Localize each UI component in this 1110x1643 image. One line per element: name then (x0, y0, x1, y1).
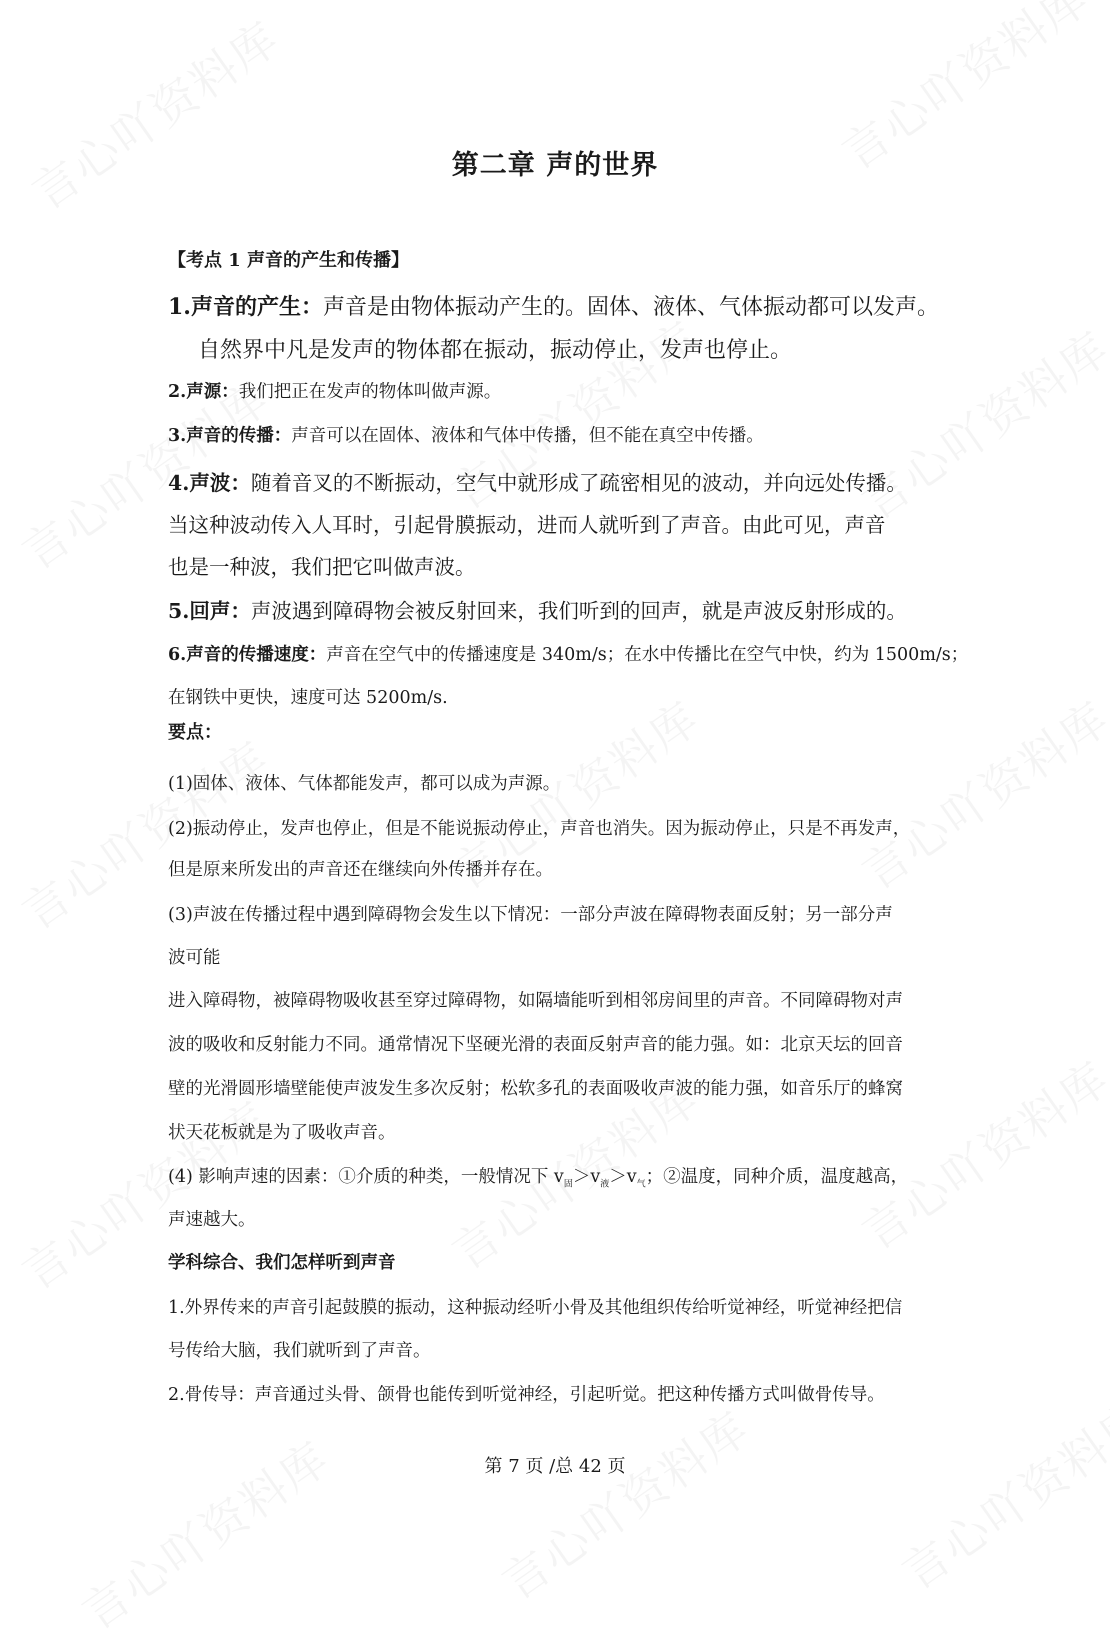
paragraph (168, 641, 968, 666)
subscript: 气 (636, 1179, 646, 1190)
paragraph (168, 378, 501, 403)
watermark (847, 683, 1110, 902)
subheading: 要点： (168, 722, 222, 743)
paragraph (168, 594, 907, 624)
paragraph: 但是原来所发出的声音还在继续向外传播并存在。 (168, 860, 553, 880)
paragraph (168, 422, 764, 447)
paragraph (168, 290, 939, 321)
paragraph-text: 声音在空气中的传播速度是 340m/s；在水中传播比在空气中快，约为 1500m/s； (326, 645, 969, 665)
paragraph: 1.外界传来的声音引起鼓膜的振动，这种振动经听小骨及其他组织传给听觉神经，听觉神经把信 (168, 1298, 903, 1318)
paragraph-label: 4.声波： (168, 471, 251, 495)
paragraph: (2)振动停止，发声也停止，但是不能说振动停止，声音也消失。因为振动停止，只是不再发声， (168, 819, 911, 839)
watermark (887, 1383, 1110, 1602)
paragraph: 状天花板就是为了吸收声音。 (168, 1123, 396, 1143)
paragraph-text: 我们把正在发声的物体叫做声源。 (238, 382, 502, 402)
page-title: 第二章 声的世界 (451, 150, 659, 181)
paragraph-text: (4) 影响声速的因素：①介质的种类，一般情况下 v (168, 1167, 564, 1187)
paragraph (168, 1163, 908, 1190)
paragraph-text: 随着音叉的不断振动，空气中就形成了疏密相见的波动，并向远处传播。 (250, 471, 907, 495)
subheading: 学科综合、我们怎样听到声音 (168, 1253, 396, 1273)
watermark (17, 3, 291, 222)
paragraph-text: ；②温度，同种介质，温度越高， (645, 1167, 909, 1187)
paragraph: 声速越大。 (168, 1210, 256, 1230)
paragraph: 号传给大脑，我们就听到了声音。 (168, 1341, 431, 1361)
paragraph: 波的吸收和反射能力不同。通常情况下坚硬光滑的表面反射声音的能力强。如：北京天坛的回音 (168, 1035, 903, 1055)
paragraph-text: ＞v (609, 1167, 637, 1187)
paragraph-label: 2.声源： (168, 382, 239, 402)
watermark (487, 1393, 761, 1612)
paragraph (168, 466, 907, 496)
paragraph-text: 声音是由物体振动产生的。固体、液体、气体振动都可以发声。 (322, 295, 939, 320)
subscript: 液 (600, 1179, 610, 1190)
section-heading: 【考点 1 声音的产生和传播】 (168, 250, 410, 271)
subscript: 固 (563, 1179, 573, 1190)
paragraph: 进入障碍物，被障碍物吸收甚至穿过障碍物，如隔墙能听到相邻房间里的声音。不同障碍物对声 (168, 991, 903, 1011)
paragraph: 2.骨传导：声音通过头骨、颌骨也能传到听觉神经，引起听觉。把这种传播方式叫做骨传导。 (168, 1385, 885, 1405)
watermark (847, 313, 1110, 532)
paragraph: 壁的光滑圆形墙壁能使声波发生多次反射；松软多孔的表面吸收声波的能力强，如音乐厅的蜂窝 (168, 1079, 903, 1099)
paragraph-text: ＞v (572, 1167, 601, 1187)
paragraph-label: 6.声音的传播速度： (168, 645, 327, 665)
paragraph: (3)声波在传播过程中遇到障碍物会发生以下情况：一部分声波在障碍物表面反射；另一部分声 (168, 905, 893, 925)
paragraph-label: 5.回声： (168, 599, 251, 623)
paragraph: 波可能 (168, 948, 221, 968)
paragraph: 也是一种波，我们把它叫做声波。 (168, 555, 476, 579)
paragraph-label: 3.声音的传播： (168, 426, 292, 446)
paragraph: 自然界中凡是发声的物体都在振动，振动停止，发声也停止。 (198, 338, 793, 363)
paragraph: (1)固体、液体、气体都能发声，都可以成为声源。 (168, 774, 561, 794)
paragraph-text: 声音可以在固体、液体和气体中传播，但不能在真空中传播。 (291, 426, 764, 446)
paragraph: 在钢铁中更快，速度可达 5200m/s. (168, 688, 448, 708)
page-footer: 第 7 页 /总 42 页 (484, 1456, 626, 1477)
paragraph: 当这种波动传入人耳时，引起骨膜振动，进而人就听到了声音。由此可见，声音 (168, 513, 886, 537)
paragraph-text: 声波遇到障碍物会被反射回来，我们听到的回声，就是声波反射形成的。 (250, 599, 907, 623)
paragraph-label: 1.声音的产生： (168, 294, 323, 320)
